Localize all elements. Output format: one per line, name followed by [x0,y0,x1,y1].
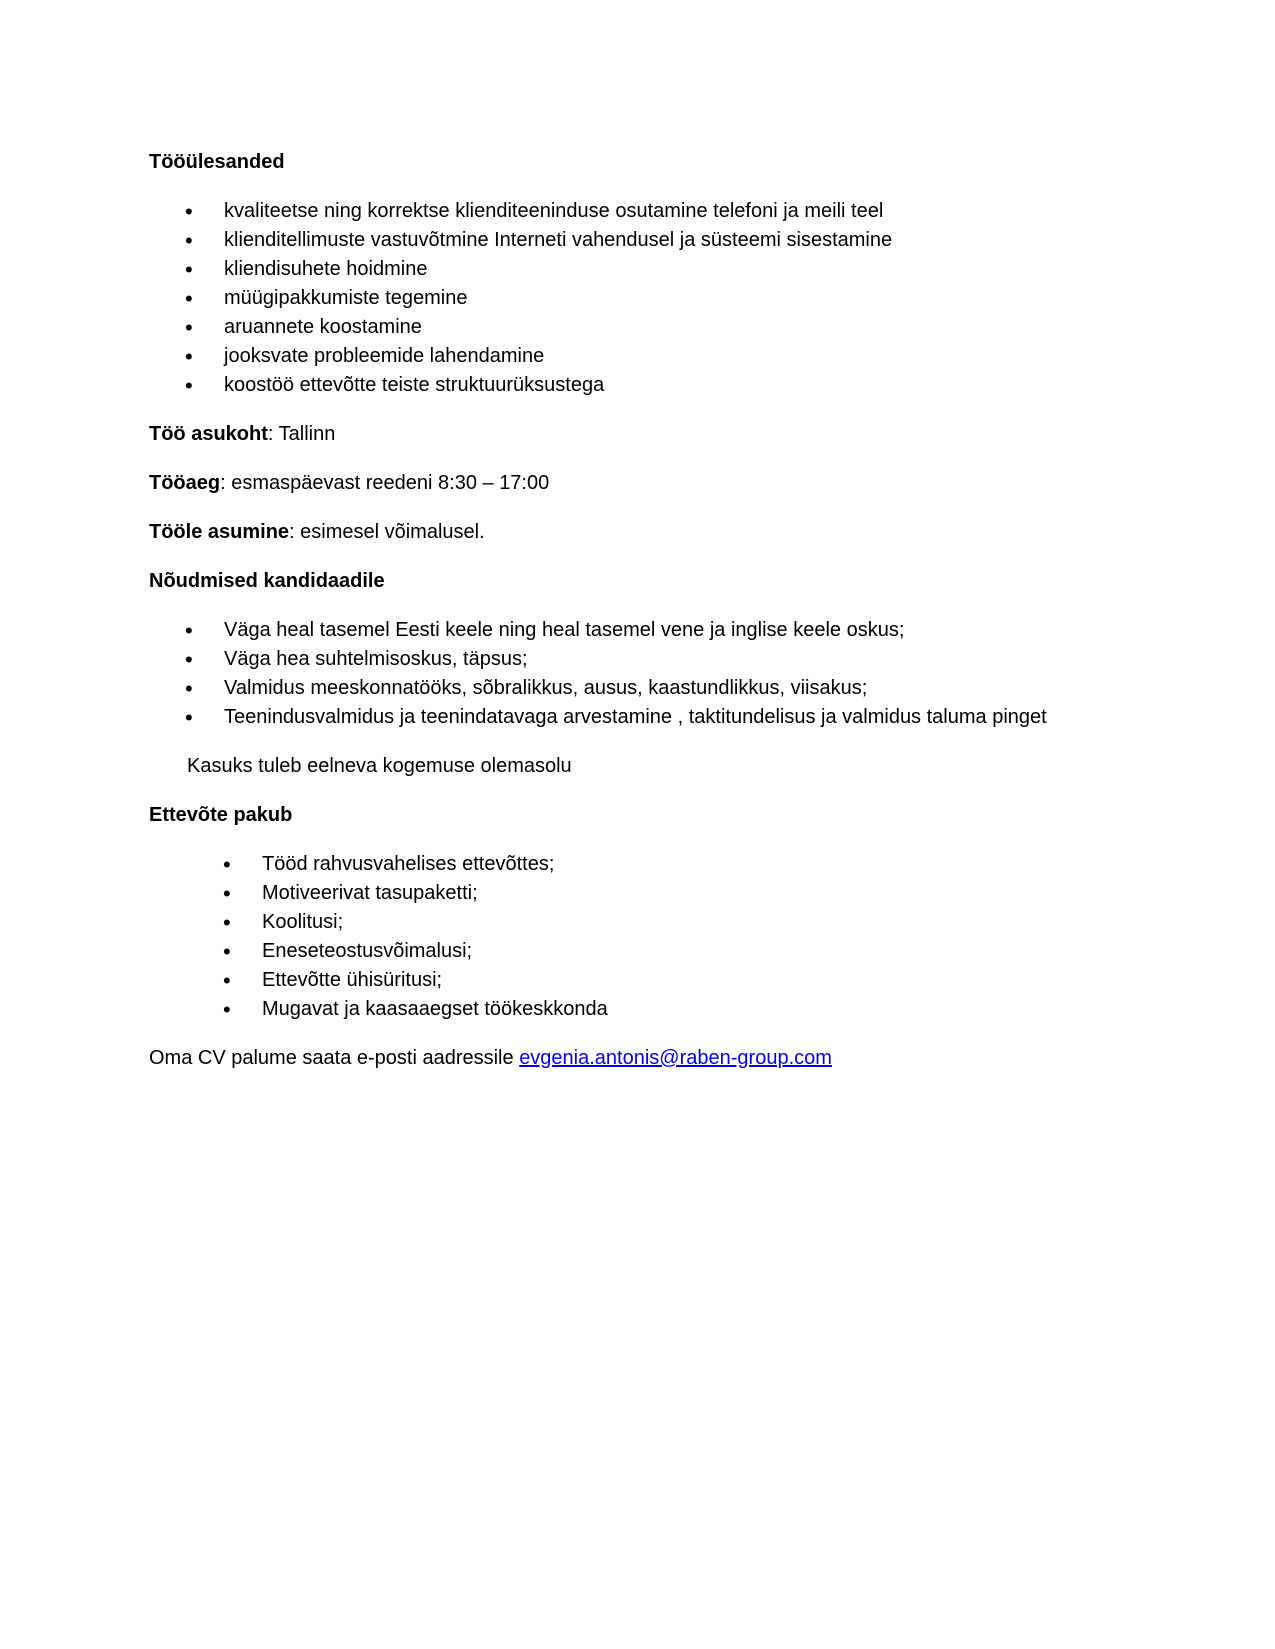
hours-line [149,469,1149,498]
list-item: • Motiveerivat tasupaketti; [149,879,1149,908]
email-link[interactable]: evgenia.antonis@raben-group.com [519,1047,832,1069]
location-line [149,420,1149,449]
list-item: • koostöö ettevõtte teiste struktuurüksustega [149,371,1149,400]
location-value: : Tallinn [267,423,336,445]
hours-label: Tööaeg [149,472,221,494]
list-item: • Eneseteostusvõimalusi; [149,937,1149,966]
tasks-list [149,197,1149,400]
offer-heading: Ettevõte pakub [149,804,293,826]
job-posting-document [149,148,1149,1093]
start-value: : esimesel võimalusel. [289,521,485,543]
location-label: Töö asukoht [149,423,268,445]
list-item: • Mugavat ja kaasaaegset töökeskkonda [149,995,1149,1024]
list-item: • kvaliteetse ning korrektse klienditeeninduse osutamine telefoni ja meili teel [149,197,1149,226]
experience-note: Kasuks tuleb eelneva kogemuse olemasolu [187,755,572,777]
requirements-list [149,616,1149,732]
list-item: • Valmidus meeskonnatööks, sõbralikkus, ausus, kaastundlikkus, viisakus; [149,674,1149,703]
hours-value: : esmaspäevast reedeni 8:30 – 17:00 [220,472,550,494]
list-item: • Väga heal tasemel Eesti keele ning heal tasemel vene ja inglise keele oskus; [149,616,1149,645]
list-item: • Teenindusvalmidus ja teenindatavaga arvestamine , taktitundelisus ja valmidus taluma pinget [149,703,1149,732]
list-item: • Tööd rahvusvahelises ettevõttes; [149,850,1149,879]
requirements-heading: Nõudmised kandidaadile [149,570,385,592]
list-item: • kliendisuhete hoidmine [149,255,1149,284]
contact-text: Oma CV palume saata e-posti aadressile [149,1047,520,1069]
contact-line [149,1044,1149,1073]
start-line [149,518,1149,547]
list-item: • Koolitusi; [149,908,1149,937]
list-item: • Ettevõtte ühisüritusi; [149,966,1149,995]
list-item: • jooksvate probleemide lahendamine [149,342,1149,371]
tasks-heading: Tööülesanded [149,151,285,173]
list-item: • aruannete koostamine [149,313,1149,342]
list-item: • müügipakkumiste tegemine [149,284,1149,313]
start-label: Tööle asumine [149,521,290,543]
list-item: • Väga hea suhtelmisoskus, täpsus; [149,645,1149,674]
offer-list [149,850,1149,1024]
list-item: • klienditellimuste vastuvõtmine Interneti vahendusel ja süsteemi sisestamine [149,226,1149,255]
